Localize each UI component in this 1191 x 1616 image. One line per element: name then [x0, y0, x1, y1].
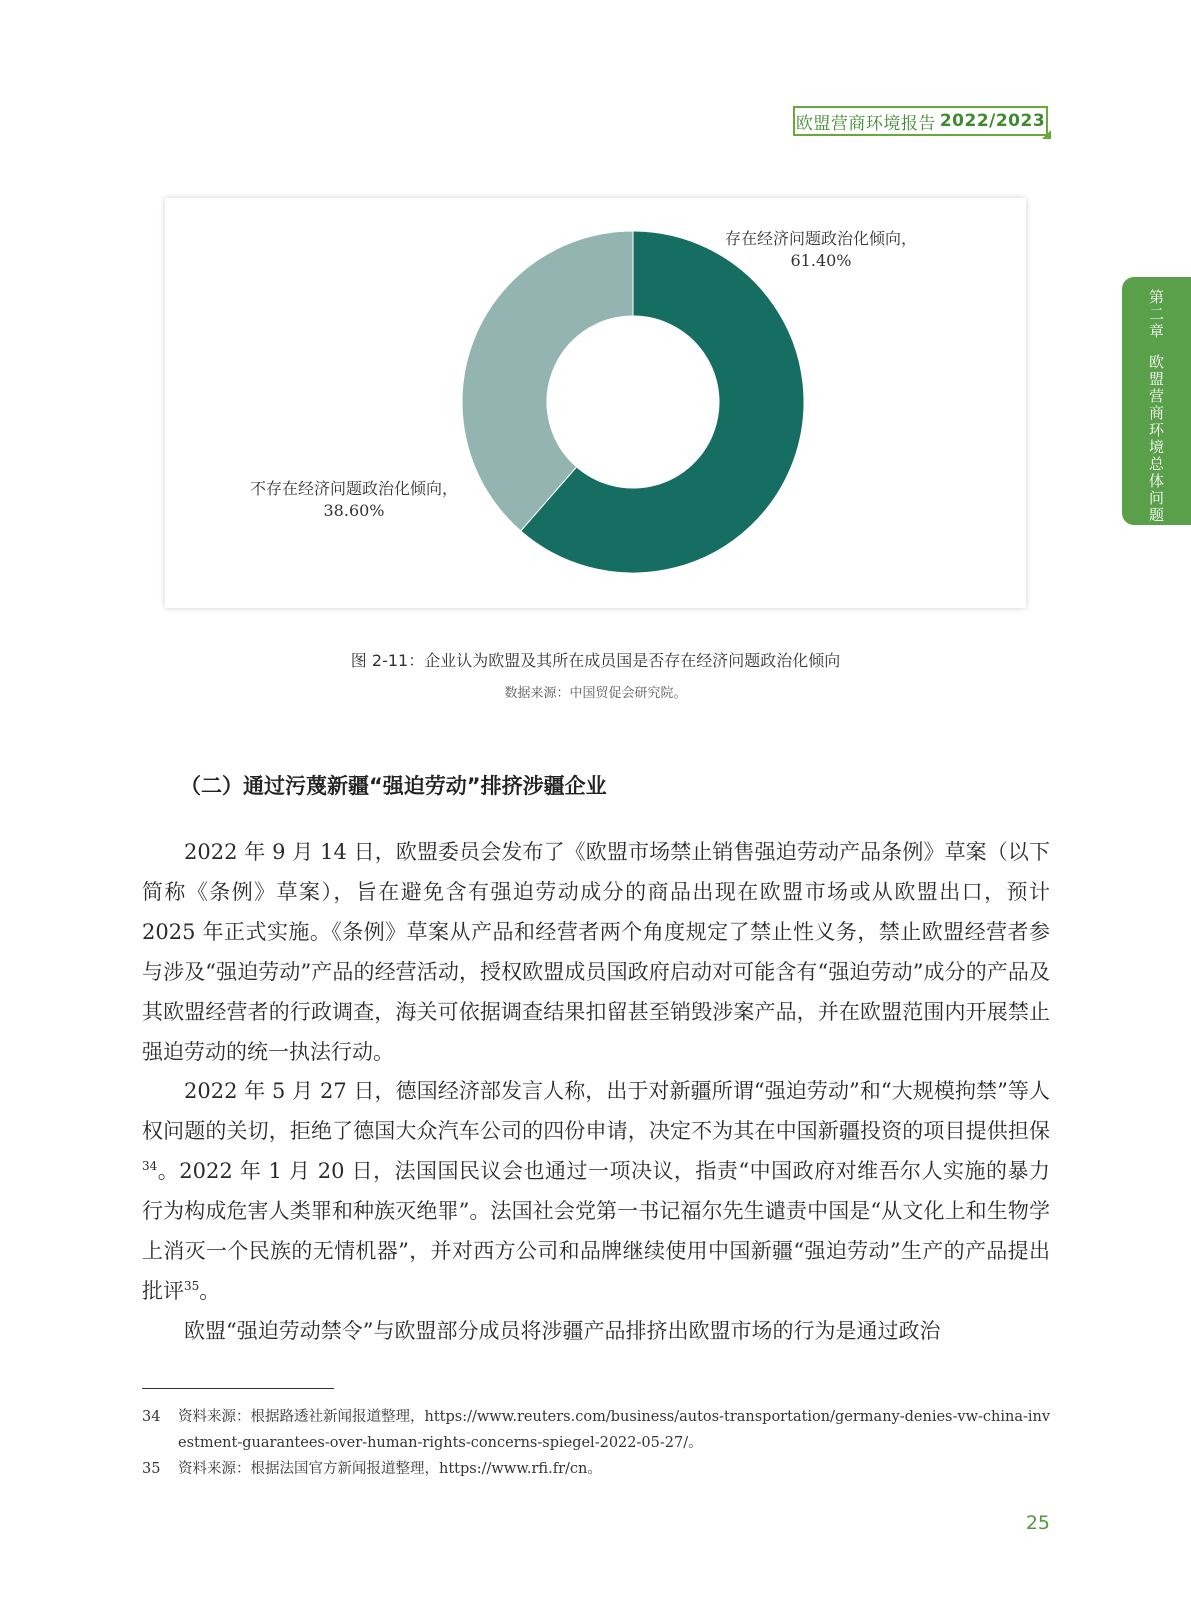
footnote-text: 资料来源：根据法国官方新闻报道整理，https://www.rfi.fr/cn。	[178, 1461, 602, 1477]
slice-label-no-name: 不存在经济问题政治化倾向，	[250, 479, 459, 498]
chapter-side-tab	[1122, 277, 1191, 525]
side-tab-title: 欧盟营商环境总体问题	[1147, 354, 1165, 524]
figure-caption: 图 2-11：企业认为欧盟及其所在成员国是否存在经济问题政治化倾向	[350, 651, 841, 670]
paragraph-3: 欧盟“强迫劳动禁令”与欧盟部分成员将涉疆产品排挤出欧盟市场的行为是通过政治	[184, 1318, 941, 1343]
paragraph-2-part-c: 。	[199, 1278, 221, 1303]
paragraph-1: 2022 年 9 月 14 日，欧盟委员会发布了《欧盟市场禁止销售强迫劳动产品条例》草案（以下简称《条例》草案），旨在避免含有强迫劳动成分的商品出现在欧盟市场或从欧盟出口，预计 2025 年正式实施。《条例》草案从产品和经营者两个角度规定了禁止性义务，禁止欧盟经营者参与涉及“强迫劳动”产品的经营活动，授权欧盟成员国政府启动对可能含有“强迫劳动”成分的产品及其欧盟经营者的行政调查，海关可依据调查结果扣留甚至销毁涉案产品，并在欧盟范围内开展禁止强迫劳动的统一执法行动。	[142, 840, 1050, 1064]
footnote-divider	[142, 1388, 334, 1389]
footnote-number: 35	[142, 1461, 161, 1477]
slice-label-no	[250, 478, 458, 522]
page-number: 25	[1025, 1512, 1050, 1534]
footnote-ref-35[interactable]: 35	[184, 1278, 200, 1293]
footnote-number: 34	[142, 1409, 161, 1425]
running-header	[793, 106, 1048, 136]
paragraph-2-part-a: 2022 年 5 月 27 日，德国经济部发言人称，出于对新疆所谓“强迫劳动”和“大规模拘禁”等人权问题的关切，拒绝了德国大众汽车公司的四份申请，决定不为其在中国新疆投资的项目提供担保	[142, 1079, 1050, 1144]
donut-chart-card	[165, 198, 1026, 608]
footnote-text: 资料来源：根据路透社新闻报道整理，https://www.reuters.com/business/autos-transportation/germany-denies-vw-china-investment-guarantees-over-human-rights-concerns-spiegel-2022-05-27/。	[178, 1409, 1051, 1451]
footnotes	[142, 1404, 1052, 1482]
side-tab-chapter: 第二章	[1147, 289, 1165, 340]
slice-label-no-value: 38.60%	[323, 501, 385, 520]
footnote-35	[142, 1456, 1052, 1482]
body-text	[142, 833, 1050, 1352]
slice-label-yes	[725, 228, 917, 272]
paragraph-2-part-b: 。2022 年 1 月 20 日，法国国民议会也通过一项决议，指责“中国政府对维吾尔人实施的暴力行为构成危害人类罪和种族灭绝罪”。法国社会党第一书记福尔先生谴责中国是“从文化上和生物学上消灭一个民族的无情机器”，并对西方公司和品牌继续使用中国新疆“强迫劳动”生产的产品提出批评	[142, 1159, 1050, 1303]
header-title: 欧盟营商环境报告	[795, 113, 936, 134]
section-heading: （二）通过污蔑新疆“强迫劳动”排挤涉疆企业	[180, 774, 607, 798]
figure-source: 数据来源：中国贸促会研究院。	[504, 686, 687, 701]
slice-label-yes-name: 存在经济问题政治化倾向，	[725, 229, 918, 248]
footnote-34	[142, 1404, 1052, 1456]
paragraph-2	[142, 1072, 1050, 1311]
footnote-ref-34[interactable]: 34	[142, 1159, 158, 1174]
slice-label-yes-value: 61.40%	[790, 251, 852, 270]
header-corner-decoration	[1042, 130, 1051, 139]
header-year: 2022/2023	[939, 111, 1046, 131]
